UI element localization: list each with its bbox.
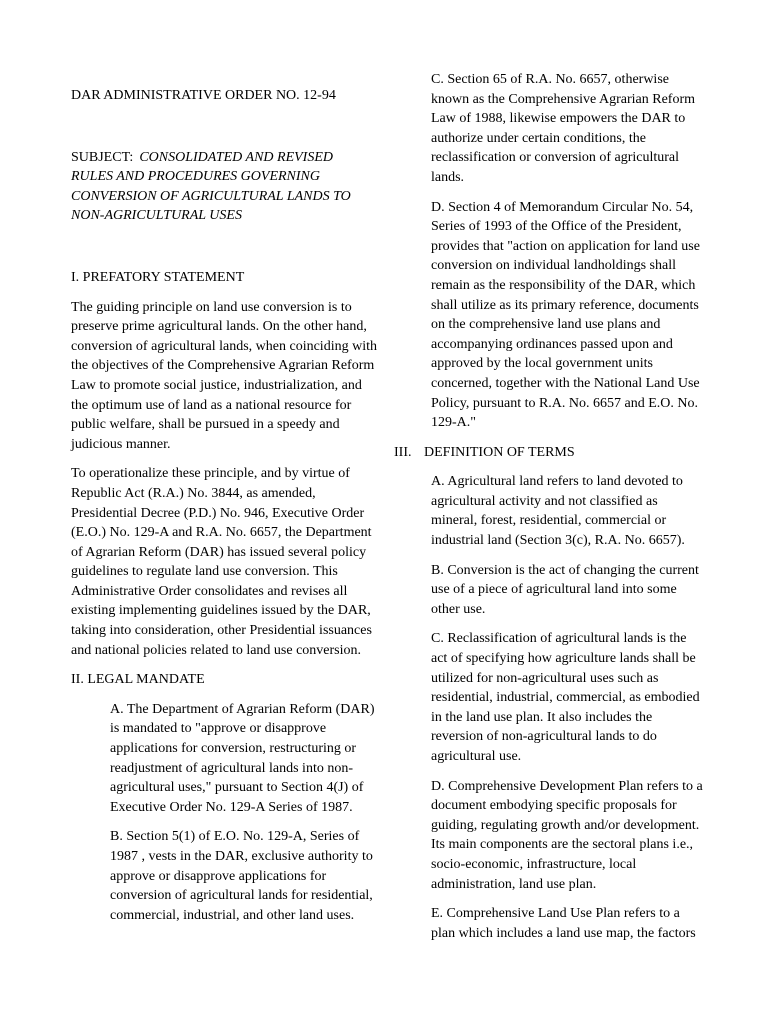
right-column [394, 70, 704, 953]
definition-item-b: B. Conversion is the act of changing the current use of a piece of agricultural land into some other use. [431, 562, 699, 617]
section-heading-prefatory: I. PREFATORY STATEMENT [71, 269, 245, 285]
subject-text: CONSOLIDATED AND REVISED RULES AND PROCEDURES GOVERNING CONVERSION OF AGRICULTURAL LANDS TO NON-AGRICULTURAL USES [71, 149, 351, 224]
paragraph-operationalize: To operationalize these principle, and by virtue of Republic Act (R.A.) No. 3844, as amended, Presidential Decree (P.D.) No. 946, Executive Order (E.O.) No. 129-A and R.A. No. 6657, the Department of Agrarian Reform (DAR) has issued several policy guidelines to regulate land use conversion. This Administrative Order consolidates and revises all existing implementing guidelines issued by the DAR, taking into consideration, other Presidential issuances and national policies related to land use conversion. [71, 466, 372, 658]
subject-line [71, 148, 377, 226]
subject-label: SUBJECT: [71, 149, 134, 165]
definition-item-e: E. Comprehensive Land Use Plan refers to a plan which includes a land use map, the factors [431, 906, 696, 941]
left-column [71, 86, 377, 935]
mandate-item-c: C. Section 65 of R.A. No. 6657, otherwise known as the Comprehensive Agrarian Reform Law of 1988, likewise empowers the DAR to authorize under certain conditions, the reclassification or conversion of agricultural lands. [431, 72, 695, 185]
section-title: DEFINITION OF TERMS [424, 444, 575, 460]
section-number: III. [394, 444, 412, 460]
document-title: DAR ADMINISTRATIVE ORDER NO. 12-94 [71, 88, 336, 103]
mandate-item-d: D. Section 4 of Memorandum Circular No. 54, Series of 1993 of the Office of the President, provides that "action on application for land use conversion on individual landholdings shall remain as the responsibility of the DAR, which shall utilize as its primary reference, documents on the comprehensive land use plans and accompanying ordinances passed upon and approved by the local government units concerned, together with the National Land Use Policy, pursuant to R.A. No. 6657 and E.O. No. 129-A." [431, 199, 700, 431]
section-heading-definitions [394, 443, 704, 463]
section-heading-legal-mandate: II. LEGAL MANDATE [71, 672, 205, 688]
paragraph-guiding-principle: The guiding principle on land use conversion is to preserve prime agricultural lands. On the other hand, conversion of agricultural lands, when coinciding with the objectives of the Comprehensive Agrarian Reform Law to promote social justice, industrialization, and the optimum use of land as a national resource for public welfare, shall be pursued in a speedy and judicious manner. [71, 299, 377, 452]
definition-item-a: A. Agricultural land refers to land devoted to agricultural activity and not classified as mineral, forest, residential, commercial or industrial land (Section 3(c), R.A. No. 6657). [431, 474, 685, 549]
definition-item-d: D. Comprehensive Development Plan refers to a document embodying specific proposals for guiding, regulating growth and/or development. Its main components are the sectoral plans i.e., socio-economic, infrastructure, local administration, land use plan. [431, 778, 703, 892]
mandate-item-a: A. The Department of Agrarian Reform (DAR) is mandated to "approve or disapprove applications for conversion, restructuring or readjustment of agricultural lands into non-agricultural uses," pursuant to Section 4(J) of Executive Order No. 129-A Series of 1987. [110, 701, 375, 815]
mandate-item-b: B. Section 5(1) of E.O. No. 129-A, Series of 1987 , vests in the DAR, exclusive authority to approve or disapprove applications for conversion of agricultural lands for residential, commercial, industrial, and other land uses. [110, 829, 373, 923]
definition-item-c: C. Reclassification of agricultural lands is the act of specifying how agriculture lands shall be utilized for non-agricultural uses such as residential, industrial, commercial, as embodied in the land use plan. It also includes the reversion of non-agricultural lands to do agricultural use. [431, 631, 700, 764]
